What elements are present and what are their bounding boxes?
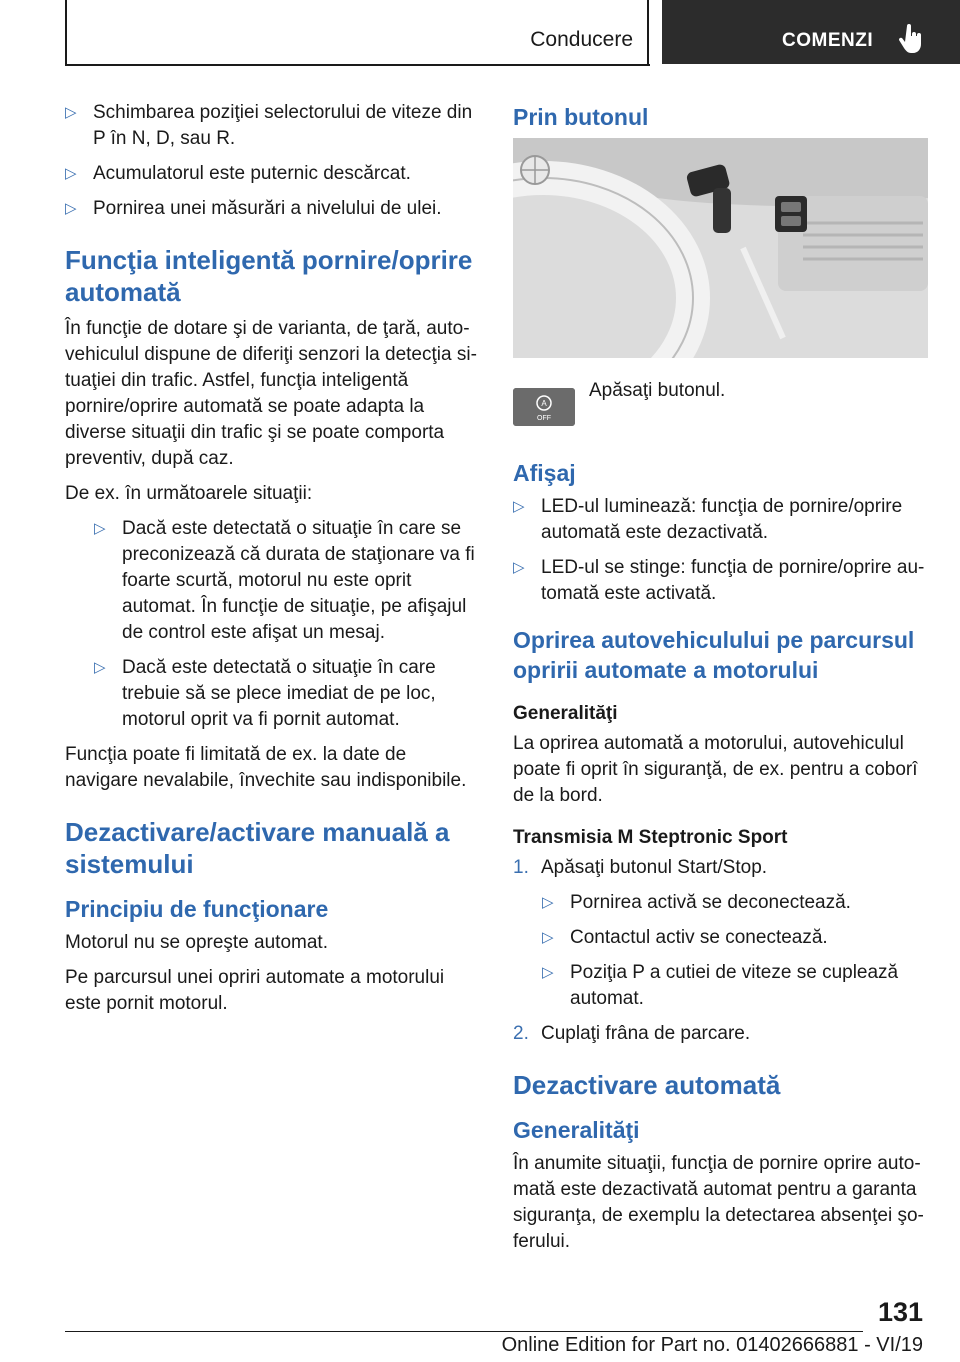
hand-pointer-icon bbox=[898, 24, 924, 54]
left-column bbox=[65, 100, 480, 1026]
numbered-step: 2. Cuplaţi frâna de parcare. bbox=[513, 1023, 751, 1044]
list-item: ▷ Contactul activ se conectează. bbox=[542, 925, 928, 951]
list-item: ▷ Dacă este detectată o situaţie în care trebuie să se plece imediat de pe loc, motorul oprit va fi pornit automat. bbox=[94, 657, 436, 730]
bullet-triangle-icon: ▷ bbox=[65, 200, 77, 217]
button-icon-off-label: OFF bbox=[537, 415, 551, 422]
button-instruction-row bbox=[513, 378, 928, 444]
paragraph-principle-1: Motorul nu se opreşte automat. bbox=[65, 932, 328, 953]
header-section-box bbox=[65, 0, 649, 64]
bullet-triangle-icon: ▷ bbox=[65, 104, 77, 121]
bullet-triangle-icon: ▷ bbox=[513, 559, 525, 576]
list-item: ▷ Poziţia P a cutiei de viteze se cuplează automat. bbox=[542, 962, 899, 1009]
heading-manual-toggle: Dezactivare/activare manuală a sistemului bbox=[65, 817, 450, 879]
bullet-triangle-icon: ▷ bbox=[513, 498, 525, 515]
heading-principle: Principiu de funcţionare bbox=[65, 896, 329, 922]
bullet-triangle-icon: ▷ bbox=[94, 659, 106, 676]
svg-text:A: A bbox=[541, 399, 547, 408]
auto-start-stop-off-icon bbox=[513, 388, 575, 426]
list-item: ▷ Pornirea unei măsurări a nivelului de ulei. bbox=[65, 196, 480, 222]
press-button-text: Apăsaţi butonul. bbox=[589, 380, 726, 401]
heading-by-button: Prin butonul bbox=[513, 104, 649, 130]
paragraph-general: La oprirea automată a motorului, autovehiculul poate fi oprit în siguranţă, de ex. pentru a coborî de la bord. bbox=[513, 733, 918, 806]
page-number: 131 bbox=[877, 1297, 923, 1327]
header-underline bbox=[65, 64, 650, 66]
paragraph-limited: Funcţia poate fi limitată de ex. la date de navigare nevalabile, învechite sau indisponibile. bbox=[65, 744, 467, 791]
header-chapter-box bbox=[662, 0, 960, 64]
heading-general-2: Generalităţi bbox=[513, 1117, 640, 1143]
dashboard-button-photo bbox=[513, 138, 928, 358]
paragraph-intelligent: În funcţie de dotare şi de varianta, de ţară, autovehiculul dispune de diferiţi senzori la detecţia situaţiei din trafic. Astfel, funcţia inteligentă pornire/oprire automată se poate adapta la diverse situaţii din trafic şi se poate comporta preventiv, după caz. bbox=[65, 318, 477, 469]
list-item: ▷ Acumulatorul este puternic descărcat. bbox=[65, 161, 480, 187]
bullet-triangle-icon: ▷ bbox=[542, 929, 554, 946]
heading-stopping-vehicle: Oprirea autovehiculului pe parcursul opririi automate a motorului bbox=[513, 627, 915, 683]
bullet-triangle-icon: ▷ bbox=[94, 520, 106, 537]
numbered-step: 1. Apăsaţi butonul Start/Stop. bbox=[513, 857, 768, 878]
heading-auto-deactivation: Dezactivare automată bbox=[513, 1070, 781, 1100]
list-item: ▷ Dacă este detectată o situaţie în care se preconizează că durata de staţionare va fi foarte scurtă, motorul nu este oprit automat. În funcţie de situaţie, pe afişajul de control este afişat un mesaj. bbox=[94, 518, 475, 643]
list-item: ▷ Schimbarea poziţiei selectorului de viteze din P în N, D, sau R. bbox=[65, 102, 473, 149]
bullet-triangle-icon: ▷ bbox=[542, 894, 554, 911]
header-chapter-title: COMENZI bbox=[782, 30, 874, 51]
paragraph-principle-2: Pe parcursul unei opriri automate a motorului este pornit motorul. bbox=[65, 967, 445, 1014]
paragraph-auto-off: În anumite situaţii, funcţia de pornire oprire automată este dezactivată automat pentru a garanta siguranţa, de exemplu la detectarea absenţei şoferului. bbox=[513, 1153, 924, 1252]
list-item: ▷ LED-ul se stinge: funcţia de pornire/oprire automată este activată. bbox=[513, 557, 925, 604]
footer-rule bbox=[65, 1331, 863, 1332]
bullet-triangle-icon: ▷ bbox=[65, 165, 77, 182]
heading-display: Afişaj bbox=[513, 460, 576, 486]
right-column bbox=[513, 100, 928, 1264]
paragraph-example: De ex. în următoarele situaţii: bbox=[65, 483, 313, 504]
heading-general: Generalităţi bbox=[513, 703, 618, 724]
header-section-title: Conducere bbox=[530, 28, 633, 51]
heading-intelligent-start-stop: Funcţia inteligentă pornire/oprire automată bbox=[65, 245, 473, 307]
list-item: ▷ LED-ul luminează: funcţia de pornire/oprire automată este dezactivată. bbox=[513, 496, 903, 543]
edition-text: Online Edition for Part no. 01402666881 - VI/19 bbox=[501, 1334, 923, 1356]
list-item: ▷ Pornirea activă se deconectează. bbox=[542, 890, 928, 916]
bullet-triangle-icon: ▷ bbox=[542, 964, 554, 981]
heading-transmission: Transmisia M Steptronic Sport bbox=[513, 827, 788, 848]
